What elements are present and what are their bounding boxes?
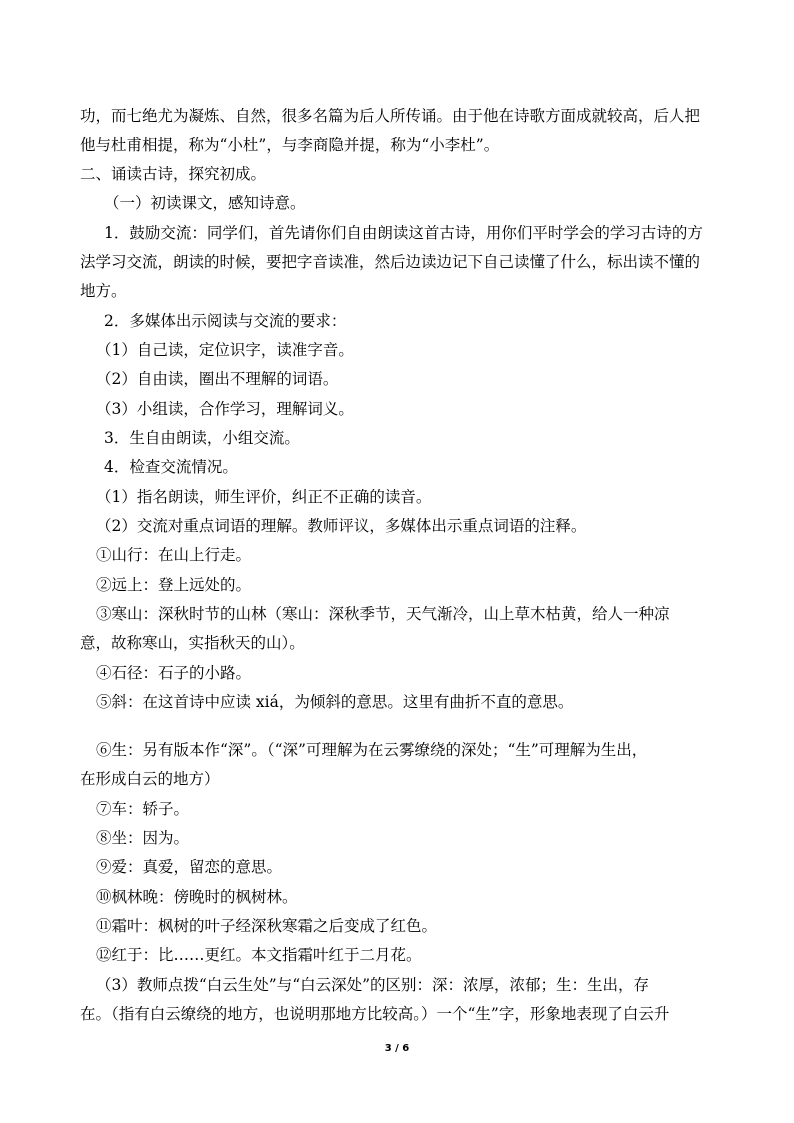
annotation-item: ⑦车：轿子。 bbox=[96, 800, 190, 818]
text-line: 法学习交流，朗读的时候，要把字音读准，然后边读边记下自己读懂了什么，标出读不懂的 bbox=[80, 253, 701, 271]
list-item: （2）交流对重点词语的理解。教师评议，多媒体出示重点词语的注释。 bbox=[96, 517, 587, 535]
annotation-item: ⑧坐：因为。 bbox=[96, 829, 190, 847]
text-line: 4．检查交流情况。 bbox=[104, 458, 238, 476]
text-line: 他与杜甫相提，称为“小杜”，与李商隐并提，称为“小李杜”。 bbox=[80, 136, 500, 154]
text-line: 在。（指有白云缭绕的地方，也说明那地方比较高。）一个“生”字，形象地表现了白云升 bbox=[80, 1005, 670, 1023]
list-item: （1）指名朗读，师生评价，纠正不正确的读音。 bbox=[96, 488, 432, 506]
annotation-item: ⑥生：另有版本作“深”。（“深”可理解为在云雾缭绕的深处；“生”可理解为生出， bbox=[96, 741, 648, 759]
annotation-item: ⑤斜：在这首诗中应读 xiá，为倾斜的意思。这里有曲折不直的意思。 bbox=[96, 693, 574, 711]
subsection-heading: （一）初读课文，感知诗意。 bbox=[104, 194, 306, 212]
page-number: 3 / 6 bbox=[384, 1043, 410, 1054]
text-line: 意，故称寒山，实指秋天的山）。 bbox=[80, 634, 305, 652]
text-line: 2．多媒体出示阅读与交流的要求： bbox=[104, 312, 347, 330]
annotation-item: ①山行：在山上行走。 bbox=[96, 546, 252, 564]
annotation-item: ⑩枫林晚：傍晚时的枫树林。 bbox=[96, 888, 298, 906]
text-line: 1．鼓励交流：同学们，首先请你们自由朗读这首古诗，用你们平时学会的学习古诗的方 bbox=[104, 224, 703, 242]
text-line: 地方。 bbox=[80, 282, 127, 300]
annotation-item: ③寒山：深秋时节的山林（寒山：深秋季节，天气渐冷，山上草木枯黄，给人一种凉 bbox=[96, 605, 670, 623]
list-item: （2）自由读，圈出不理解的词语。 bbox=[96, 370, 339, 388]
annotation-item: ②远上：登上远处的。 bbox=[96, 576, 252, 594]
annotation-item: ④石径：石子的小路。 bbox=[96, 664, 252, 682]
text-line: 3．生自由朗读，小组交流。 bbox=[104, 429, 300, 447]
text-line: 功，而七绝尤为凝炼、自然，很多名篇为后人所传诵。由于他在诗歌方面成就较高，后人把 bbox=[80, 107, 701, 125]
list-item: （1）自己读，定位识字，读准字音。 bbox=[96, 341, 354, 359]
text-line: 在形成白云的地方） bbox=[80, 770, 220, 788]
annotation-item: ⑪霜叶：枫树的叶子经深秋寒霜之后变成了红色。 bbox=[96, 917, 438, 935]
annotation-item: ⑫红于：比……更红。本文指霜叶红于二月花。 bbox=[96, 946, 422, 964]
list-item: （3）小组读，合作学习，理解词义。 bbox=[96, 400, 354, 418]
list-item: （3）教师点拨“白云生处”与“白云深处”的区别：深：浓厚，浓郁；生：生出，存 bbox=[96, 976, 650, 994]
section-heading: 二、诵读古诗，探究初成。 bbox=[80, 165, 267, 183]
annotation-item: ⑨爱：真爱，留恋的意思。 bbox=[96, 858, 283, 876]
